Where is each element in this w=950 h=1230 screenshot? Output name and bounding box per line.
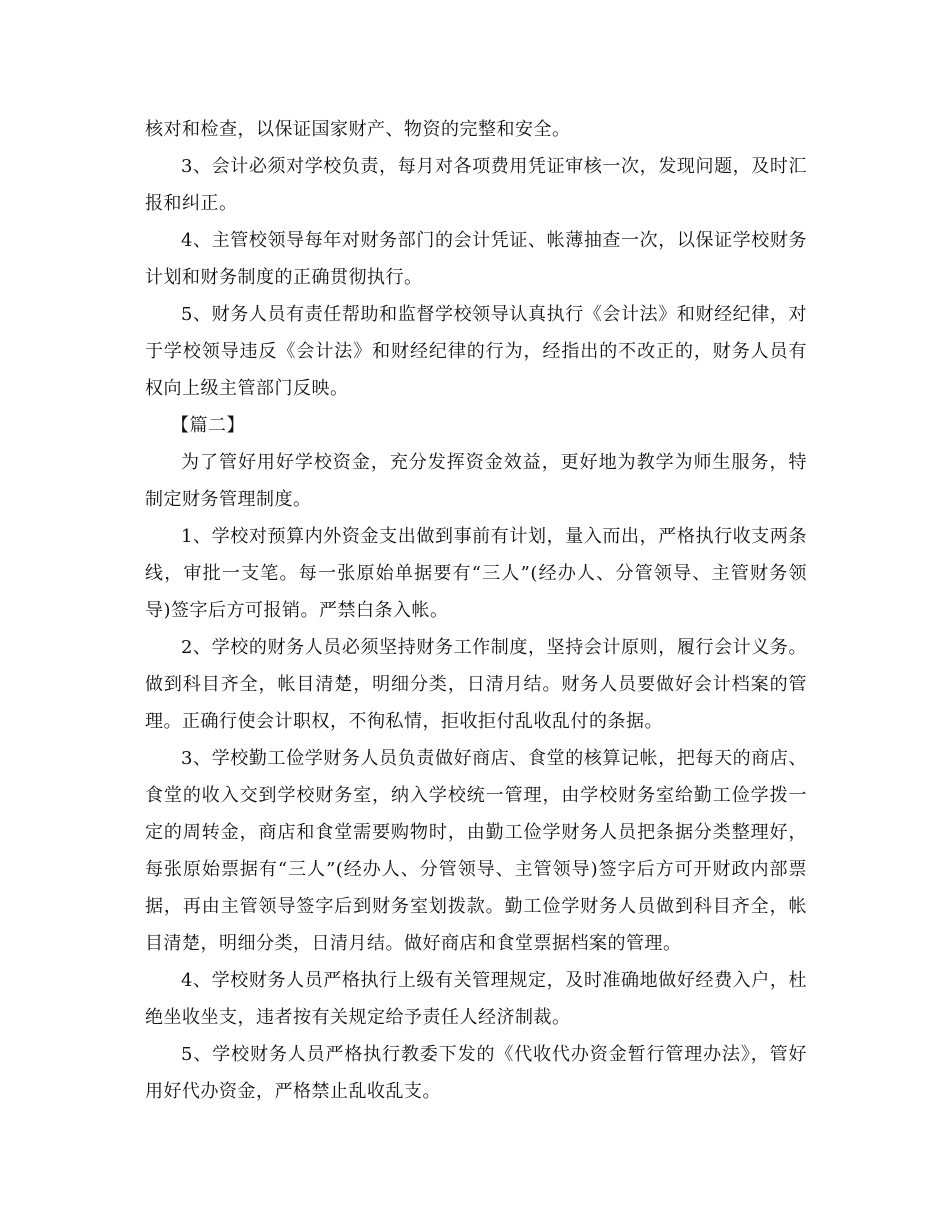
paragraph-continuation: 核对和检查，以保证国家财产、物资的完整和安全。 xyxy=(145,119,571,140)
paragraph-rule-2-staff: 2、学校的财务人员必须坚持财务工作制度，坚持会计原则，履行会计义务。做到科目齐全，帐目清楚，明细分类，日清月结。财务人员要做好会计档案的管理。正确行使会计职权，不徇私情，拒收拒付乱收乱付的条据。 xyxy=(145,637,807,732)
paragraph-rule-4-regulations: 4、学校财务人员严格执行上级有关管理规定，及时准确地做好经费入户，杜绝坐收坐支，违者按有关规定给予责任人经济制裁。 xyxy=(145,970,807,1028)
paragraph-intro: 为了管好用好学校资金，充分发挥资金效益，更好地为教学为师生服务，特制定财务管理制度。 xyxy=(145,452,807,510)
paragraph-rule-5-agency-funds: 5、学校财务人员严格执行教委下发的《代收代办资金暂行管理办法》，管好用好代办资金，严格禁止乱收乱支。 xyxy=(145,1044,807,1102)
document-body xyxy=(145,111,807,1110)
section-heading: 【篇二】 xyxy=(171,415,245,436)
paragraph-item-5-supervision: 5、财务人员有责任帮助和监督学校领导认真执行《会计法》和财经纪律，对于学校领导违反《会计法》和财经纪律的行为，经指出的不改正的，财务人员有权向上级主管部门反映。 xyxy=(145,304,807,399)
paragraph-item-4-leadership-check: 4、主管校领导每年对财务部门的会计凭证、帐薄抽查一次，以保证学校财务计划和财务制度的正确贯彻执行。 xyxy=(145,230,807,288)
paragraph-rule-1-budget: 1、学校对预算内外资金支出做到事前有计划，量入而出，严格执行收支两条线，审批一支笔。每一张原始单据要有“三人”(经办人、分管领导、主管财务领导)签字后方可报销。严禁白条入帐。 xyxy=(145,526,807,621)
paragraph-rule-3-work-study: 3、学校勤工俭学财务人员负责做好商店、食堂的核算记帐，把每天的商店、食堂的收入交到学校财务室，纳入学校统一管理，由学校财务室给勤工俭学拨一定的周转金，商店和食堂需要购物时，由勤工俭学财务人员把条据分类整理好，每张原始票据有“三人”(经办人、分管领导、主管领导)签字后方可开财政内部票据，再由主管领导签字后到财务室划拨款。勤工俭学财务人员做到科目齐全，帐目清楚，明细分类，日清月结。做好商店和食堂票据档案的管理。 xyxy=(145,748,807,954)
paragraph-item-3-accounting: 3、会计必须对学校负责，每月对各项费用凭证审核一次，发现问题，及时汇报和纠正。 xyxy=(145,156,807,214)
